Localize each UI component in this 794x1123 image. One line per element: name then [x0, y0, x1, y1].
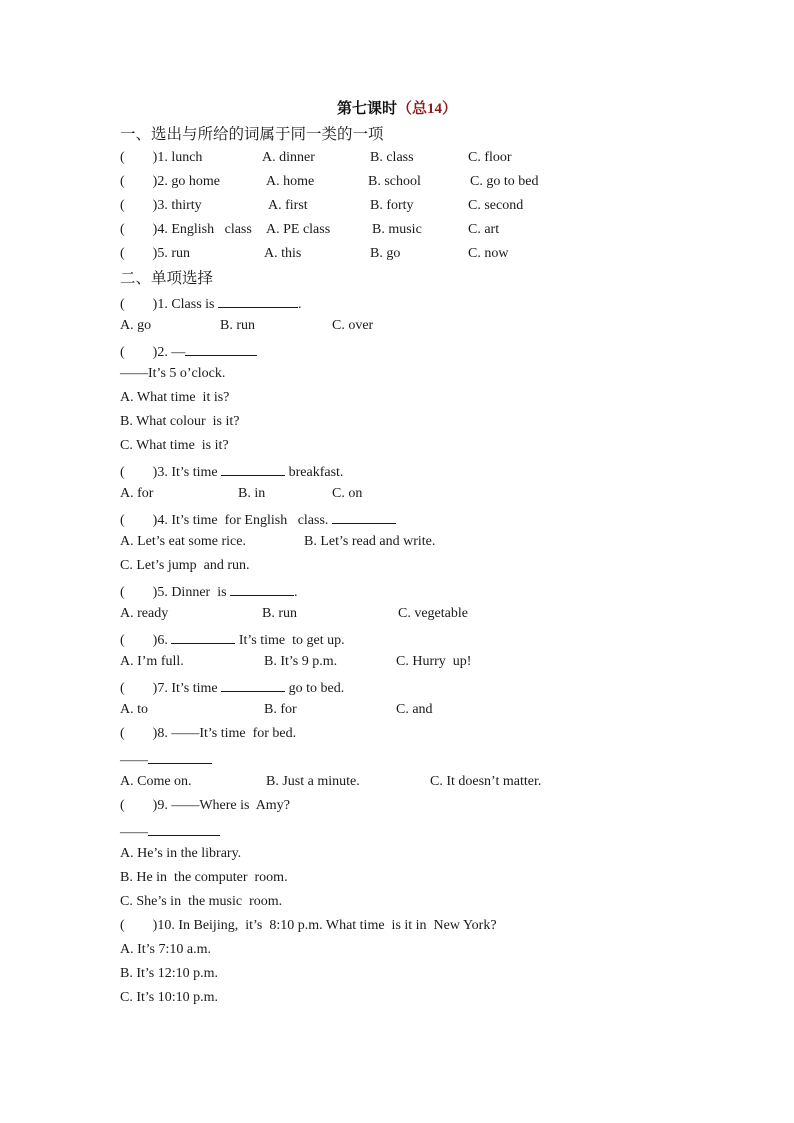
s1-question-5: ( )5. run A. this B. go C. now: [120, 246, 509, 261]
s1-question-3: ( )3. thirty A. first B. forty C. second: [120, 198, 524, 213]
s2-q2-stem: ( )2. —: [120, 341, 257, 362]
answer-blank[interactable]: [230, 581, 294, 596]
section1-heading: 一、选出与所给的词属于同一类的一项: [120, 125, 384, 143]
s2-q4-options: A. Let’s eat some rice. B. Let’s read and write.: [120, 534, 436, 549]
s2-q7-options: A. to B. for C. and: [120, 702, 433, 717]
s2-q2-answer: ——It’s 5 o’clock.: [120, 366, 226, 381]
s2-q10-option-a: A. It’s 7:10 a.m.: [120, 942, 211, 957]
s2-q5-options: A. ready B. run C. vegetable: [120, 606, 468, 621]
s1-question-4: ( )4. English class A. PE class B. music C. art: [120, 222, 500, 237]
s2-q8-stem: ( )8. ——It’s time for bed.: [120, 726, 297, 741]
answer-blank[interactable]: [221, 677, 285, 692]
s2-q10-stem: ( )10. In Beijing, it’s 8:10 p.m. What time is it in New York?: [120, 918, 497, 933]
s2-q2-option-a: A. What time it is?: [120, 390, 230, 405]
s2-q8-reply: ——: [120, 749, 212, 770]
title-sub: （总14）: [397, 101, 458, 117]
s2-q9-stem: ( )9. ——Where is Amy?: [120, 798, 290, 813]
s2-q1-stem: ( )1. Class is .: [120, 293, 302, 314]
s2-q9-option-a: A. He’s in the library.: [120, 846, 242, 861]
s2-q8-options: A. Come on. B. Just a minute. C. It doesn’t matter.: [120, 774, 542, 789]
answer-blank[interactable]: [171, 629, 235, 644]
page-title: [0, 98, 794, 120]
s2-q4-stem: ( )4. It’s time for English class.: [120, 509, 396, 530]
s2-q9-option-b: B. He in the computer room.: [120, 870, 288, 885]
answer-blank[interactable]: [221, 461, 285, 476]
answer-blank[interactable]: [148, 821, 220, 836]
s2-q9-reply: ——: [120, 821, 220, 842]
s2-q6-options: A. I’m full. B. It’s 9 p.m. C. Hurry up!: [120, 654, 472, 669]
answer-blank[interactable]: [148, 749, 212, 764]
s1-question-1: ( )1. lunch A. dinner B. class C. floor: [120, 150, 512, 165]
s2-q3-options: A. for B. in C. on: [120, 486, 363, 501]
s2-q4-option-c: C. Let’s jump and run.: [120, 558, 250, 573]
answer-blank[interactable]: [185, 341, 257, 356]
answer-blank[interactable]: [218, 293, 298, 308]
answer-blank[interactable]: [332, 509, 396, 524]
s2-q10-option-b: B. It’s 12:10 p.m.: [120, 966, 219, 981]
s1-question-2: ( )2. go home A. home B. school C. go to bed: [120, 174, 539, 189]
s2-q9-option-c: C. She’s in the music room.: [120, 894, 283, 909]
s2-q7-stem: ( )7. It’s time go to bed.: [120, 677, 344, 698]
s2-q2-option-c: C. What time is it?: [120, 438, 229, 453]
s2-q10-option-c: C. It’s 10:10 p.m.: [120, 990, 219, 1005]
s2-q6-stem: ( )6. It’s time to get up.: [120, 629, 345, 650]
s2-q5-stem: ( )5. Dinner is .: [120, 581, 298, 602]
s2-q3-stem: ( )3. It’s time breakfast.: [120, 461, 343, 482]
s2-q1-options: A. go B. run C. over: [120, 318, 374, 333]
s2-q2-option-b: B. What colour is it?: [120, 414, 240, 429]
section2-heading: 二、单项选择: [120, 269, 214, 287]
title-main: 第七课时: [336, 101, 397, 117]
